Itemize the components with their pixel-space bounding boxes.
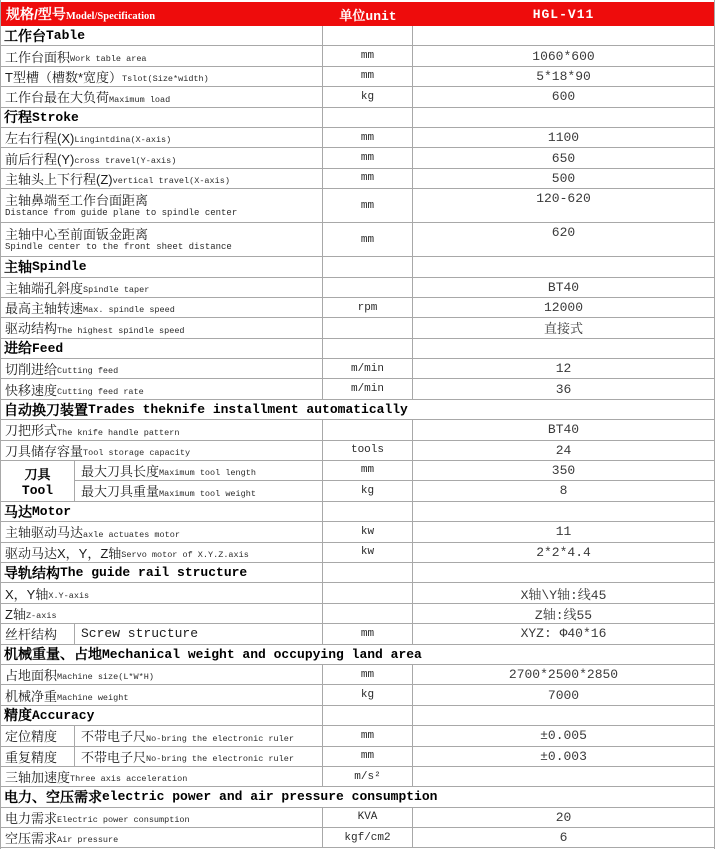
unit-cell — [323, 26, 413, 45]
spec-row — [1, 359, 714, 379]
section-title — [1, 787, 714, 806]
label-en: Maximum load — [109, 94, 171, 105]
section-row — [1, 400, 714, 420]
spec-row — [1, 685, 714, 705]
section-title — [1, 400, 714, 419]
label-zh: X，Y轴 — [5, 586, 49, 602]
label-cell — [1, 665, 323, 684]
section-title-zh: 马达 — [4, 503, 32, 520]
group-head-cell — [1, 461, 75, 501]
header-band — [1, 2, 714, 26]
spec-row — [1, 665, 714, 685]
label-cell — [1, 87, 323, 106]
section-title-zh: 自动换刀装置 — [4, 401, 88, 418]
spec-row — [1, 87, 714, 107]
unit-cell — [323, 502, 413, 521]
label-en: The highest spindle speed — [57, 325, 185, 336]
spec-row — [1, 767, 714, 787]
section-title — [1, 563, 323, 582]
unit-cell: kgf/cm2 — [323, 828, 413, 847]
unit-cell — [323, 278, 413, 297]
label-zh: 刀具储存容量 — [5, 443, 84, 459]
spec-row — [1, 278, 714, 298]
group-row — [1, 461, 714, 502]
value-cell: 12 — [555, 361, 572, 377]
spec-row — [1, 420, 714, 440]
label-cell — [1, 379, 323, 398]
label-zh: Z轴 — [5, 606, 26, 622]
spec-row — [1, 298, 714, 318]
label-cell — [75, 461, 323, 480]
label-cell — [1, 189, 323, 222]
section-title-zh: 工作台 — [4, 27, 46, 44]
label-zh: 左右行程(X) — [5, 131, 75, 147]
label-cell — [1, 67, 323, 86]
label-zh: 工作台最在大负荷 — [5, 90, 110, 106]
label-zh: 快移速度 — [5, 382, 58, 398]
label-cell — [1, 685, 323, 704]
label-zh: 主轴驱动马达 — [5, 525, 84, 541]
value-cell — [413, 257, 714, 276]
label-main-cell — [75, 624, 323, 643]
header-row — [1, 0, 714, 26]
unit-cell: mm — [323, 67, 413, 86]
unit-cell — [323, 604, 413, 623]
unit-cell: m/s² — [323, 767, 413, 786]
label-main-zh: 不带电子尺 — [81, 730, 147, 746]
table-body — [1, 26, 714, 848]
label-en: Machine weight — [57, 692, 129, 703]
value-cell: 1100 — [547, 130, 580, 146]
value-cell: ±0.005 — [540, 728, 587, 744]
value-cell: 1060*600 — [532, 48, 595, 64]
label-cell — [1, 583, 323, 602]
label-cell — [1, 420, 323, 439]
section-title-zh: 电力、空压需求 — [4, 789, 102, 805]
spec-row-split — [1, 726, 714, 746]
unit-cell: mm — [323, 665, 413, 684]
label-zh: 主轴中心至前面钣金距离 — [5, 226, 149, 242]
label-zh: 刀把形式 — [5, 423, 58, 439]
value-cell: 7000 — [547, 687, 580, 703]
unit-cell: mm — [323, 128, 413, 147]
label-en: Three axis acceleration — [70, 774, 188, 785]
section-title — [1, 645, 714, 664]
unit-cell: kg — [323, 685, 413, 704]
section-title — [1, 26, 323, 45]
unit-cell: rpm — [323, 298, 413, 317]
section-row — [1, 108, 714, 128]
label-zh: 电力需求 — [5, 810, 58, 826]
spec-row — [1, 604, 714, 624]
section-title-zh: 主轴 — [4, 258, 32, 275]
value-cell: 350 — [551, 462, 576, 478]
unit-cell — [323, 420, 413, 439]
label-en: Distance from guide plane to spindle center — [5, 207, 238, 218]
label-zh: 空压需求 — [5, 831, 58, 847]
label-left-cell: 丝杆结构 — [1, 624, 75, 643]
unit-cell: mm — [323, 726, 413, 745]
spec-row — [1, 379, 714, 399]
value-cell — [413, 706, 714, 725]
unit-cell — [323, 563, 413, 582]
section-row — [1, 502, 714, 522]
section-title-zh: 进给 — [4, 340, 32, 357]
label-en: Work table area — [70, 53, 147, 64]
spec-row — [1, 583, 714, 603]
section-title-zh: 机械重量、占地 — [4, 646, 102, 663]
spec-row — [1, 441, 714, 461]
unit-cell — [323, 108, 413, 127]
label-cell — [1, 169, 323, 188]
label-main-en: No-bring the electronic ruler — [146, 753, 294, 764]
value-cell: X轴\Y轴:线45 — [520, 587, 607, 603]
group-head-en: Tool — [21, 482, 54, 498]
label-en: vertical travel(X-axis) — [112, 176, 230, 187]
spec-row — [1, 189, 714, 223]
spec-row — [1, 543, 714, 563]
label-en: Spindle center to the front sheet distance — [5, 241, 232, 252]
section-title-en: Accuracy — [32, 707, 95, 723]
section-title — [1, 502, 323, 521]
label-cell — [1, 128, 323, 147]
unit-cell — [323, 583, 413, 602]
label-zh: 驱动马达X，Y，Z轴 — [5, 545, 122, 561]
spec-row — [1, 46, 714, 66]
value-cell — [413, 26, 714, 45]
value-cell — [413, 502, 714, 521]
unit-cell: mm — [323, 747, 413, 766]
section-title-en: Table — [46, 28, 86, 44]
unit-cell — [323, 339, 413, 358]
label-cell — [1, 543, 323, 562]
label-cell — [1, 318, 323, 337]
unit-header-en: unit — [365, 8, 397, 24]
label-zh: 主轴头上下行程(Z) — [5, 171, 113, 187]
label-en: Max. spindle speed — [83, 305, 175, 316]
unit-cell: mm — [323, 46, 413, 65]
section-row — [1, 257, 714, 277]
label-cell — [1, 767, 323, 786]
value-cell: 20 — [555, 809, 572, 825]
spec-row — [1, 318, 714, 338]
label-en: Maximum tool weight — [159, 488, 256, 499]
label-en: Servo motor of X.Y.Z.axis — [121, 550, 249, 560]
label-en: Spindle taper — [83, 284, 150, 295]
section-row — [1, 26, 714, 46]
value-cell: BT40 — [547, 422, 580, 438]
label-main-cell — [75, 747, 323, 766]
label-cell — [1, 808, 323, 827]
label-cell — [1, 278, 323, 297]
spec-row — [1, 808, 714, 828]
value-cell: 36 — [555, 381, 572, 397]
label-zh: 最大刀具重量 — [81, 485, 160, 501]
unit-cell: m/min — [323, 359, 413, 378]
section-row — [1, 645, 714, 665]
value-cell — [413, 339, 714, 358]
label-zh: 前后行程(Y) — [5, 151, 75, 167]
section-title — [1, 339, 323, 358]
value-cell: 620 — [551, 225, 576, 241]
section-title-zh: 精度 — [4, 707, 32, 724]
label-zh: 主轴鼻端至工作台面距离 — [5, 192, 149, 208]
value-cell: 5*18*90 — [536, 68, 591, 84]
section-title-en: Motor — [32, 504, 72, 520]
section-title-en: Trades theknife installment automatically — [88, 402, 408, 418]
group-head-zh: 刀具 — [24, 466, 51, 482]
section-title-zh: 导轨结构 — [4, 564, 60, 581]
label-en: Machine size(L*W*H) — [57, 672, 154, 683]
label-en: X.Y-axis — [48, 590, 90, 601]
section-title — [1, 108, 323, 127]
unit-cell: kw — [323, 522, 413, 541]
spec-row — [75, 461, 714, 481]
value-cell — [413, 767, 714, 786]
unit-cell: mm — [323, 223, 413, 256]
label-main-en: No-bring the electronic ruler — [146, 733, 294, 744]
model-spec-header — [1, 4, 323, 24]
model-spec-header-zh: 规格/型号 — [6, 6, 66, 22]
section-title-en: Spindle — [32, 259, 87, 275]
section-title-en: Stroke — [32, 109, 79, 125]
label-zh: 机械净重 — [5, 688, 58, 704]
section-title-zh: 行程 — [4, 109, 32, 126]
value-cell: BT40 — [547, 279, 580, 295]
value-cell: 8 — [559, 483, 568, 499]
value-cell: 24 — [555, 442, 572, 458]
value-cell: 12000 — [543, 300, 583, 316]
value-cell: XYZ: Φ40*16 — [520, 626, 607, 642]
label-en: Lingintdina(X-axis) — [74, 135, 172, 146]
spec-row — [75, 481, 714, 501]
label-zh: 驱动结构 — [5, 321, 58, 337]
value-cell: 11 — [555, 524, 572, 540]
value-cell: Z轴:线55 — [534, 607, 593, 623]
section-row — [1, 787, 714, 807]
unit-cell: mm — [323, 148, 413, 167]
unit-cell: kg — [323, 481, 413, 501]
spec-row-split — [1, 747, 714, 767]
unit-header-zh: 单位 — [339, 7, 366, 23]
unit-cell: tools — [323, 441, 413, 460]
section-title-en: The guide rail structure — [60, 565, 248, 581]
label-en: Z-axis — [25, 611, 57, 622]
label-en: Air pressure — [57, 835, 119, 846]
label-main-cell — [75, 726, 323, 745]
section-title-en: electric power and air pressure consumption — [102, 789, 438, 805]
label-zh: 三轴加速度 — [5, 770, 71, 786]
spec-row — [1, 169, 714, 189]
label-left-cell: 重复精度 — [1, 747, 75, 766]
section-row — [1, 339, 714, 359]
unit-header — [323, 5, 413, 24]
section-title — [1, 706, 323, 725]
value-cell — [413, 563, 714, 582]
unit-cell: mm — [323, 461, 413, 480]
label-zh: 占地面积 — [5, 668, 58, 684]
value-cell: 500 — [551, 170, 576, 186]
label-cell — [75, 481, 323, 501]
label-zh: 最高主轴转速 — [5, 301, 84, 317]
value-cell — [413, 108, 714, 127]
label-cell — [1, 148, 323, 167]
label-zh: 工作台面积 — [5, 49, 71, 65]
label-en: Cutting feed — [57, 366, 119, 377]
unit-cell: kw — [323, 543, 413, 562]
unit-cell: kg — [323, 87, 413, 106]
label-en: The knife handle pattern — [57, 427, 180, 438]
value-cell: 600 — [551, 89, 576, 105]
model-spec-header-en: Model/Specification — [65, 11, 156, 22]
value-cell: ±0.003 — [540, 748, 587, 764]
value-cell: 650 — [551, 150, 576, 166]
label-en: Tool storage capacity — [83, 448, 191, 459]
label-zh: 切削进给 — [5, 362, 58, 378]
unit-cell — [323, 318, 413, 337]
label-cell — [1, 828, 323, 847]
label-zh: 最大刀具长度 — [81, 464, 160, 480]
label-main-zh: Screw structure — [81, 626, 199, 642]
label-cell — [1, 359, 323, 378]
label-main-zh: 不带电子尺 — [81, 750, 147, 766]
unit-cell: m/min — [323, 379, 413, 398]
label-cell — [1, 298, 323, 317]
unit-cell — [323, 706, 413, 725]
spec-row — [1, 148, 714, 168]
spec-row — [1, 828, 714, 848]
label-cell — [1, 46, 323, 65]
label-zh: T型槽（槽数*宽度） — [5, 69, 123, 85]
model-value-header: HGL-V11 — [532, 6, 595, 22]
spec-row-split — [1, 624, 714, 644]
unit-cell: mm — [323, 624, 413, 643]
unit-cell: mm — [323, 189, 413, 222]
label-cell — [1, 522, 323, 541]
label-en: axle actuates motor — [83, 529, 180, 540]
unit-cell: mm — [323, 169, 413, 188]
section-title — [1, 257, 323, 276]
label-left-cell: 定位精度 — [1, 726, 75, 745]
group-subrows — [75, 461, 714, 501]
spec-row — [1, 522, 714, 542]
label-en: Tslot(Size*width) — [122, 74, 209, 85]
section-row — [1, 563, 714, 583]
label-cell — [1, 604, 323, 623]
spec-row — [1, 128, 714, 148]
section-title-en: Feed — [32, 340, 64, 356]
label-en: Cutting feed rate — [57, 386, 144, 397]
value-cell: 直接式 — [543, 322, 583, 338]
unit-cell: KVA — [323, 808, 413, 827]
section-title-en: Mechanical weight and occupying land area — [102, 646, 422, 662]
label-en: Maximum tool length — [159, 467, 256, 478]
spec-row — [1, 67, 714, 87]
label-zh: 主轴端孔斜度 — [5, 280, 84, 296]
label-cell — [1, 441, 323, 460]
label-en: Electric power consumption — [57, 815, 190, 826]
spec-row — [1, 223, 714, 257]
value-cell: 2700*2500*2850 — [508, 667, 619, 683]
unit-cell — [323, 257, 413, 276]
section-row — [1, 706, 714, 726]
value-cell: 120-620 — [536, 191, 591, 207]
label-cell — [1, 223, 323, 256]
value-cell: 2*2*4.4 — [536, 544, 591, 560]
label-en: cross travel(Y-axis) — [74, 155, 177, 166]
value-cell: 6 — [559, 830, 568, 846]
